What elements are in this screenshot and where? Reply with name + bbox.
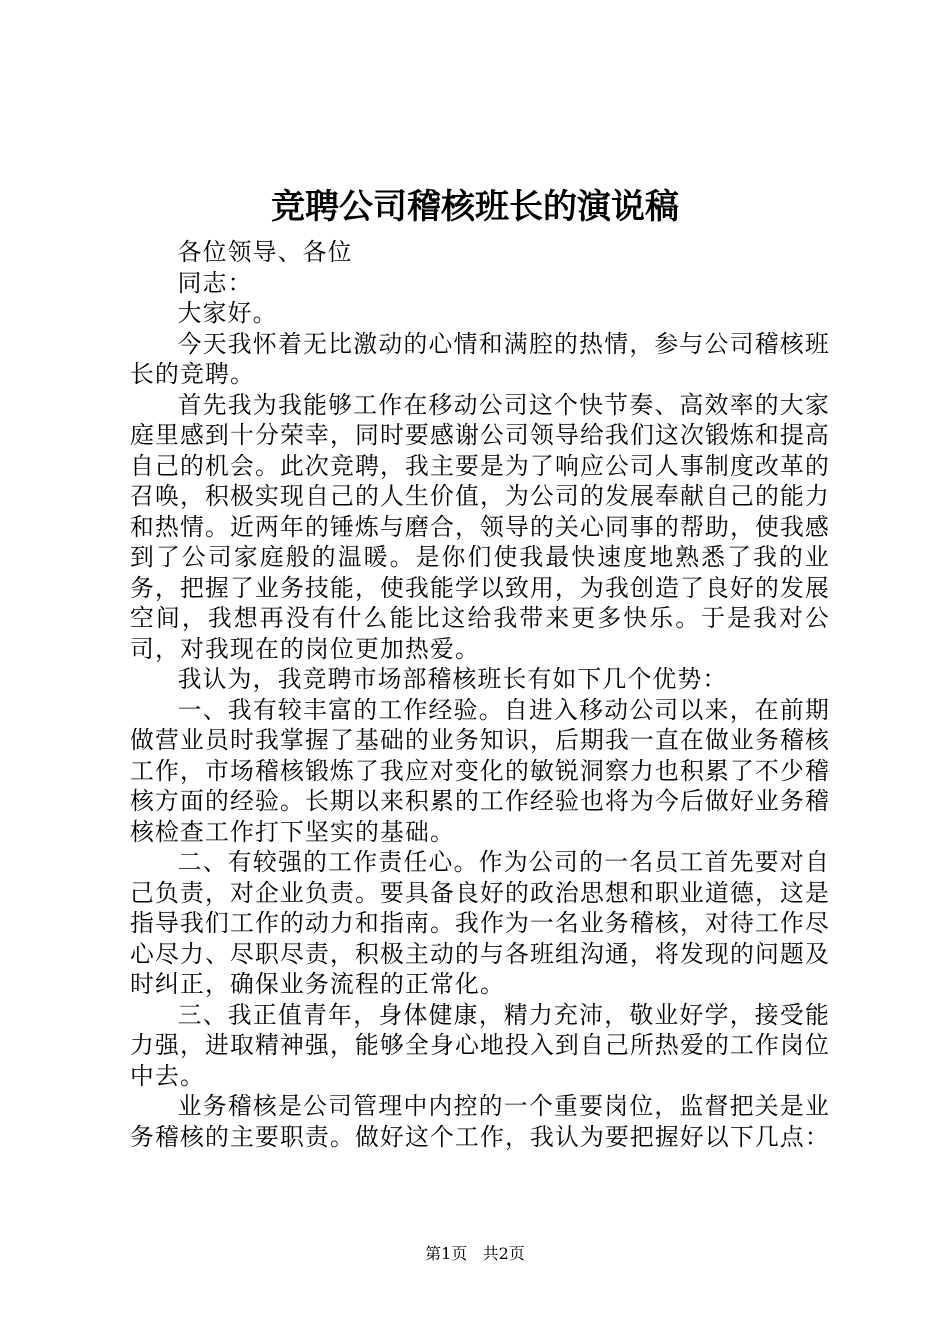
body-paragraph: 我认为，我竞聘市场部稽核班长有如下几个优势： xyxy=(177,665,728,693)
salutation-line-1: 各位领导、各位 xyxy=(177,238,353,266)
greeting: 大家好。 xyxy=(177,299,278,327)
page-number: 第1页 xyxy=(425,1244,468,1263)
page-footer xyxy=(0,1243,950,1265)
body-paragraph: 业务稽核是公司管理中内控的一个重要岗位，监督把关是业务稽核的主要职责。做好这个工作，我认为要把握好以下几点： xyxy=(130,1092,830,1151)
body-paragraph: 二、有较强的工作责任心。作为公司的一名员工首先要对自己负责，对企业负责。要具备良好的政治思想和职业道德，这是指导我们工作的动力和指南。我作为一名业务稽核，对待工作尽心尽力、尽职尽责，积极主动的与各班组沟通，将发现的问题及时纠正，确保业务流程的正常化。 xyxy=(130,848,830,998)
body-paragraph: 一、我有较丰富的工作经验。自进入移动公司以来，在前期做营业员时我掌握了基础的业务知识，后期我一直在做业务稽核工作，市场稽核锻炼了我应对变化的敏锐洞察力也积累了不少稽核方面的经验。长期以来积累的工作经验也将为今后做好业务稽核检查工作打下坚实的基础。 xyxy=(130,695,830,846)
document-body xyxy=(130,237,830,1152)
page-total: 共2页 xyxy=(482,1244,525,1263)
page-separator xyxy=(472,1244,477,1263)
body-paragraph: 三、我正值青年，身体健康，精力充沛，敬业好学，接受能力强，进取精神强，能够全身心地投入到自己所热爱的工作岗位中去。 xyxy=(130,1000,830,1090)
body-paragraph: 今天我怀着无比激动的心情和满腔的热情，参与公司稽核班长的竞聘。 xyxy=(130,329,830,388)
document-title: 竞聘公司稽核班长的演说稿 xyxy=(271,187,679,227)
salutation-line-2: 同志： xyxy=(177,268,253,297)
body-paragraph: 首先我为我能够工作在移动公司这个快节奏、高效率的大家庭里感到十分荣幸，同时要感谢公司领导给我们这次锻炼和提高自己的机会。此次竞聘，我主要是为了响应公司人事制度改革的召唤，积极实现自己的人生价值，为公司的发展奉献自己的能力和热情。近两年的锤炼与磨合，领导的关心同事的帮助，使我感到了公司家庭般的温暖。是你们使我最快速度地熟悉了我的业务，把握了业务技能，使我能学以致用，为我创造了良好的发展空间，我想再没有什么能比这给我带来更多快乐。于是我对公司，对我现在的岗位更加热爱。 xyxy=(130,390,830,663)
